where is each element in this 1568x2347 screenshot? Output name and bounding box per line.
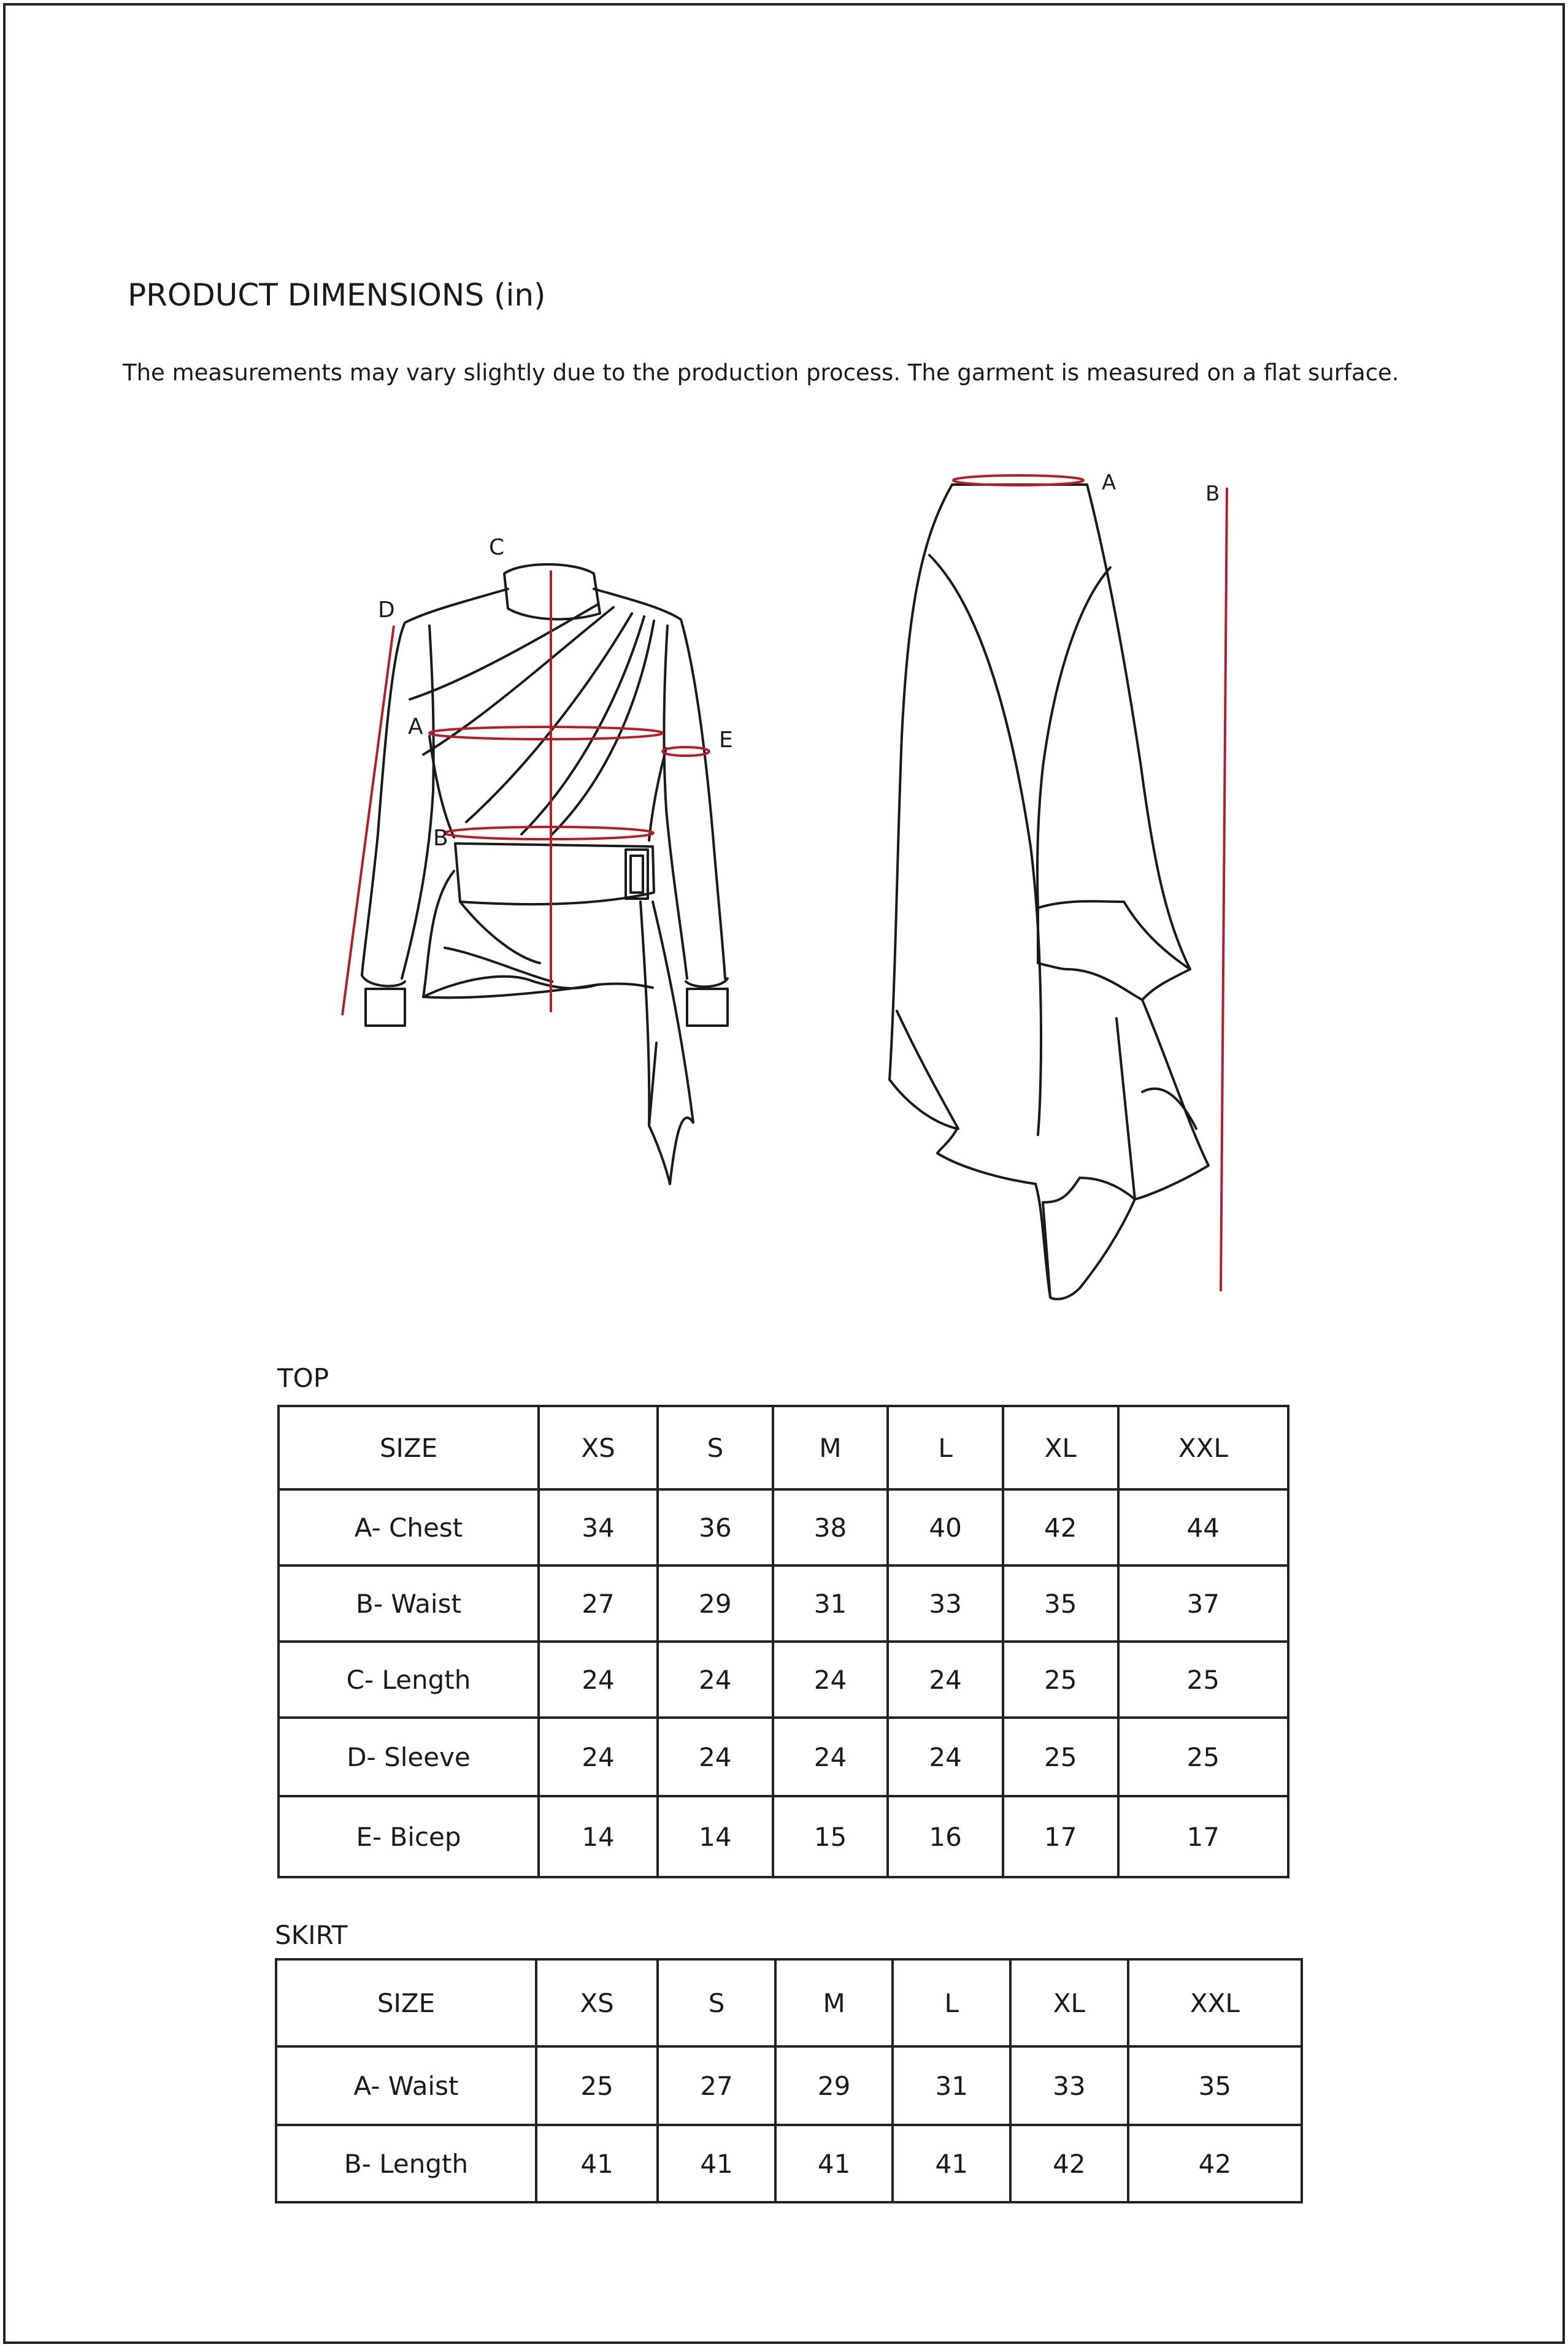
table-cell: 38 — [773, 1489, 888, 1565]
table-cell: 35 — [1128, 2046, 1302, 2125]
table-cell: 17 — [1003, 1796, 1118, 1877]
table-cell: 14 — [539, 1796, 658, 1877]
table-cell: 27 — [539, 1565, 658, 1642]
table-row — [279, 1489, 1288, 1565]
table-row-label: A- Chest — [279, 1489, 539, 1565]
top-size-table — [277, 1405, 1289, 1878]
table-row-label: E- Bicep — [279, 1796, 539, 1877]
table-cell: 25 — [1118, 1642, 1288, 1718]
table-row-label: B- Waist — [279, 1565, 539, 1642]
table-cell: 41 — [893, 2125, 1010, 2202]
table-cell: 41 — [658, 2125, 775, 2202]
table-header-cell: L — [893, 1959, 1010, 2046]
top-label-d: D — [378, 597, 395, 623]
table-cell: 27 — [658, 2046, 775, 2125]
table-row — [279, 1565, 1288, 1642]
skirt-label-a: A — [1102, 471, 1116, 495]
table-cell: 16 — [888, 1796, 1003, 1877]
table-header-cell: L — [888, 1406, 1003, 1489]
table-cell: 24 — [539, 1718, 658, 1796]
table-cell: 14 — [658, 1796, 773, 1877]
table-cell: 41 — [536, 2125, 658, 2202]
table-row-label: D- Sleeve — [279, 1718, 539, 1796]
table-header-row — [276, 1959, 1302, 2046]
table-header-cell: XS — [539, 1406, 658, 1489]
table-header-cell: XL — [1003, 1406, 1118, 1489]
table-row — [279, 1718, 1288, 1796]
table-header-cell: M — [773, 1406, 888, 1489]
table-header-cell: XXL — [1118, 1406, 1288, 1489]
table-cell: 41 — [775, 2125, 893, 2202]
top-label-e: E — [719, 728, 733, 753]
table-cell: 36 — [658, 1489, 773, 1565]
table-cell: 33 — [1010, 2046, 1128, 2125]
table-header-cell: XXL — [1128, 1959, 1302, 2046]
table-header-cell: SIZE — [279, 1406, 539, 1489]
skirt-measure-labels — [1102, 471, 1220, 506]
table-row-label: C- Length — [279, 1642, 539, 1718]
table-cell: 42 — [1010, 2125, 1128, 2202]
table-cell: 31 — [893, 2046, 1010, 2125]
table-header-cell: XS — [536, 1959, 658, 2046]
table-cell: 34 — [539, 1489, 658, 1565]
table-cell: 31 — [773, 1565, 888, 1642]
top-label-b: B — [433, 826, 448, 851]
table-cell: 40 — [888, 1489, 1003, 1565]
table-header-cell: XL — [1010, 1959, 1128, 2046]
table-cell: 17 — [1118, 1796, 1288, 1877]
table-cell: 24 — [773, 1642, 888, 1718]
table-cell: 42 — [1128, 2125, 1302, 2202]
table-cell: 37 — [1118, 1565, 1288, 1642]
table-header-cell: SIZE — [276, 1959, 536, 2046]
table-cell: 24 — [888, 1718, 1003, 1796]
table-cell: 25 — [1118, 1718, 1288, 1796]
table-row — [279, 1642, 1288, 1718]
skirt-label-b: B — [1205, 482, 1220, 506]
table-cell: 24 — [539, 1642, 658, 1718]
table-cell: 33 — [888, 1565, 1003, 1642]
table-header-cell: S — [658, 1406, 773, 1489]
skirt-size-table — [275, 1958, 1303, 2203]
table-row — [276, 2046, 1302, 2125]
table-row-label: A- Waist — [276, 2046, 536, 2125]
table-cell: 24 — [658, 1642, 773, 1718]
measurement-note: The measurements may vary slightly due to the production process. The garment is measured on a flat surface. — [123, 359, 1399, 386]
table-cell: 25 — [1003, 1642, 1118, 1718]
top-label-a: A — [408, 714, 423, 739]
top-table-label: TOP — [277, 1363, 329, 1393]
table-header-cell: M — [775, 1959, 893, 2046]
table-cell: 29 — [775, 2046, 893, 2125]
top-measure-lines — [342, 570, 709, 1015]
table-header-cell: S — [658, 1959, 775, 2046]
table-row — [276, 2125, 1302, 2202]
table-row — [279, 1796, 1288, 1877]
table-cell: 25 — [536, 2046, 658, 2125]
table-cell: 25 — [1003, 1718, 1118, 1796]
page-title: PRODUCT DIMENSIONS (in) — [128, 277, 546, 313]
table-cell: 24 — [888, 1642, 1003, 1718]
table-cell: 35 — [1003, 1565, 1118, 1642]
table-row-label: B- Length — [276, 2125, 536, 2202]
table-cell: 44 — [1118, 1489, 1288, 1565]
table-cell: 42 — [1003, 1489, 1118, 1565]
skirt-table-label: SKIRT — [275, 1920, 348, 1950]
table-cell: 29 — [658, 1565, 773, 1642]
skirt-illustration — [890, 485, 1209, 1299]
table-header-row — [279, 1406, 1288, 1489]
table-cell: 24 — [658, 1718, 773, 1796]
table-cell: 24 — [773, 1718, 888, 1796]
table-cell: 15 — [773, 1796, 888, 1877]
top-illustration — [362, 564, 728, 1184]
top-label-c: C — [489, 535, 505, 560]
